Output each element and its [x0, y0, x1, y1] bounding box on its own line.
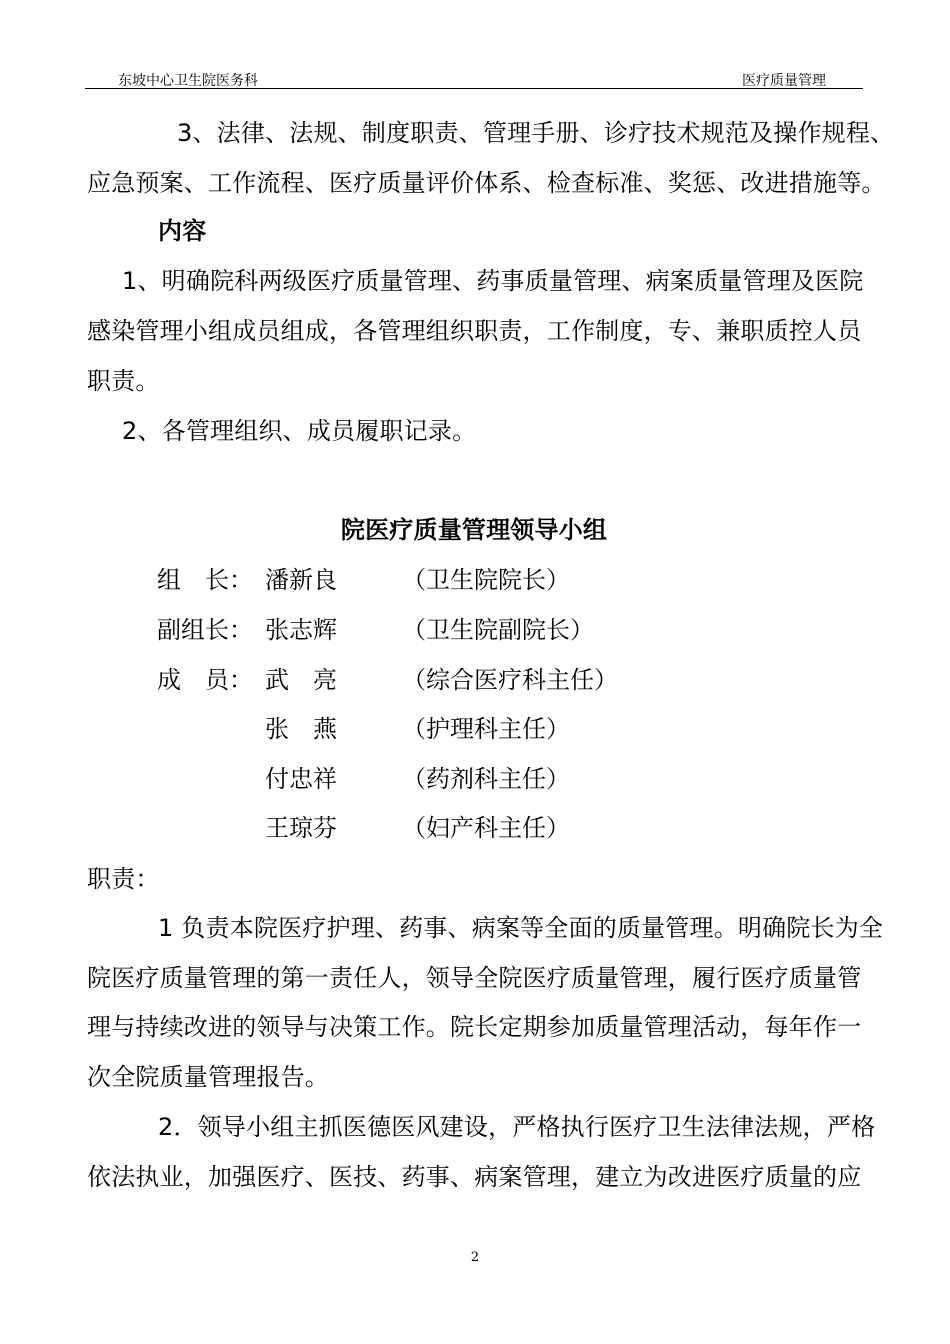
duty1-line1: 1 负责本院医疗护理、药事、病案等全面的质量管理。明确院长为全 — [158, 914, 884, 942]
group-title: 院医疗质量管理领导小组 — [340, 516, 608, 544]
member-title: （综合医疗科主任） — [402, 666, 618, 694]
member-name: 张志辉 — [265, 616, 337, 644]
content1-line1: 1、明确院科两级医疗质量管理、药事质量管理、病案质量管理及医院 — [122, 267, 864, 295]
header-department: 东坡中心卫生院医务科 — [118, 73, 258, 89]
content-heading: 内容 — [158, 217, 207, 245]
header-topic: 医疗质量管理 — [742, 73, 826, 89]
member-name: 潘新良 — [265, 566, 337, 594]
member-role: 副组长： — [157, 616, 253, 644]
item3-line1: 3、法律、法规、制度职责、管理手册、诊疗技术规范及操作规程、 — [177, 119, 895, 147]
member-name: 张 燕 — [265, 715, 337, 743]
page-number: 2 — [470, 1250, 480, 1265]
duty2-line1: 2．领导小组主抓医德医风建设，严格执行医疗卫生法律法规，严格 — [158, 1113, 876, 1141]
duties-label: 职责： — [87, 865, 160, 893]
member-name: 王琼芬 — [265, 814, 337, 842]
page-header — [85, 70, 863, 89]
member-role: 成 员： — [157, 666, 253, 694]
content1-line2: 感染管理小组成员组成，各管理组织职责，工作制度，专、兼职质控人员 — [87, 317, 862, 345]
duty2-line2: 依法执业，加强医疗、医技、药事、病案管理，建立为改进医疗质量的应 — [87, 1163, 862, 1191]
member-name: 付忠祥 — [265, 765, 337, 793]
member-title: （卫生院副院长） — [402, 616, 594, 644]
member-role: 组 长： — [157, 566, 253, 594]
duty1-line3: 理与持续改进的领导与决策工作。院长定期参加质量管理活动，每年作一 — [87, 1013, 862, 1041]
member-title: （妇产科主任） — [402, 814, 570, 842]
duty1-line2: 院医疗质量管理的第一责任人，领导全院医疗质量管理，履行医疗质量管 — [87, 964, 862, 992]
member-name: 武 亮 — [265, 666, 337, 694]
duty1-line4: 次全院质量管理报告。 — [87, 1063, 329, 1091]
member-title: （护理科主任） — [402, 715, 570, 743]
content1-line3: 职责。 — [87, 367, 160, 395]
item3-line2: 应急预案、工作流程、医疗质量评价体系、检查标准、奖惩、改进措施等。 — [87, 169, 886, 197]
member-title: （卫生院院长） — [402, 566, 570, 594]
content2: 2、各管理组织、成员履职记录。 — [122, 417, 477, 445]
member-title: （药剂科主任） — [402, 765, 570, 793]
